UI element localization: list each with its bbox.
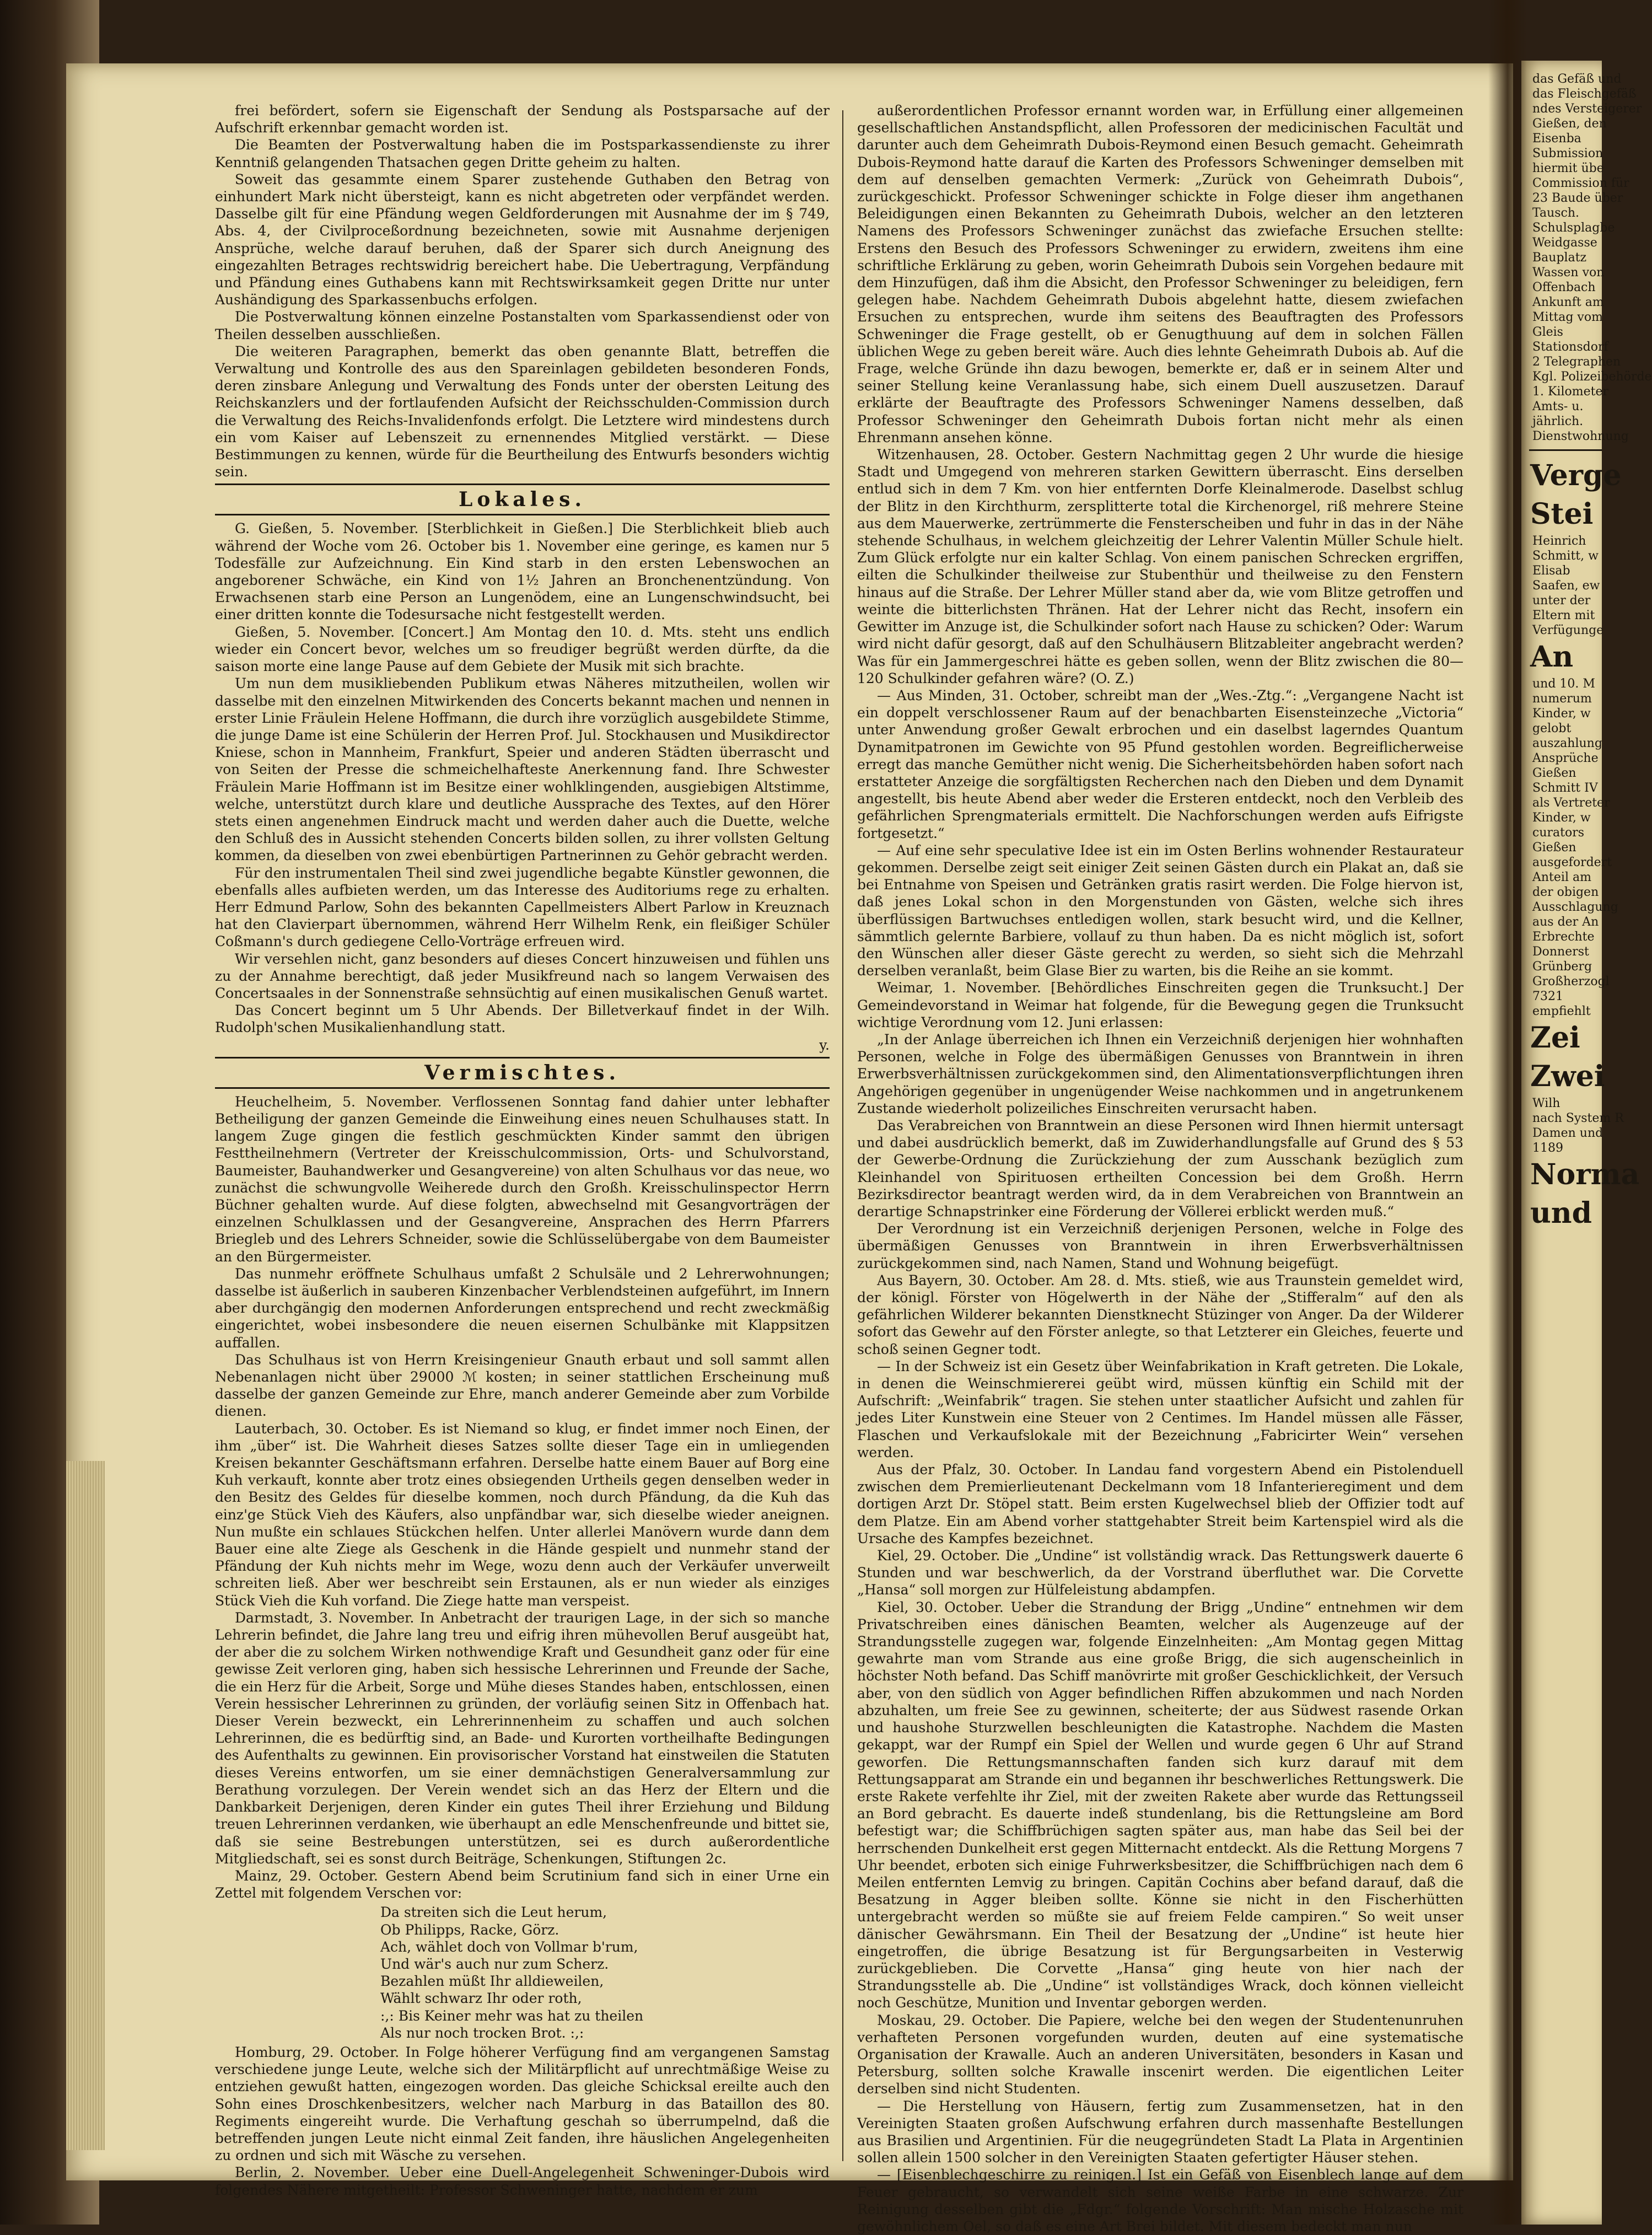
adjacent-line: Bauplatz (1532, 251, 1587, 265)
adjacent-headline: Stei (1530, 497, 1594, 531)
article-paragraph: frei befördert, sofern sie Eigenschaft der Sendung als Postsparsache auf der Aufschrift erkennbar gemacht worden ist. (215, 103, 830, 136)
article-paragraph: Berlin, 2. November. Ueber eine Duell-Angelegenheit Schweninger-Dubois wird folgendes Nähere mitgetheilt: Professor Schweninger hatte, nachdem er zum (215, 2164, 830, 2198)
adjacent-line: 2 Telegraphen (1532, 355, 1621, 369)
article-paragraph: Mainz, 29. October. Gestern Abend beim Scrutinium fand sich in einer Urne ein Zettel mit folgendem Verschen vor: (215, 1867, 830, 1901)
adjacent-line: Submission (1532, 147, 1603, 160)
adjacent-line: Weidgasse (1532, 236, 1597, 250)
article-paragraph: Kiel, 30. October. Ueber die Strandung der Brigg „Undine“ entnehmen wir dem Privatschreiben eines dänischen Beamten, welcher als Augenzeuge auf der Strandungsstelle zugegen war, folgende Einzelnheiten: „Am Montag gegen Mittag gewahrte man vom Strande aus eine große Brigg, die sich augenscheinlich in höchster Noth befand. Das Schiff manövrirte mit großer Geschicklichkeit, der Versuch aber, von den südlich von Agger befindlichen Riffen abzukommen und nach Norden abzuhalten, um freie See zu gewinnen, scheiterte; der aus Südwest rasende Orkan und haushohe Sturzwellen beschleunigten die Katastrophe. Nachdem die Masten gekappt, war der Rumpf ein Spiel der Wellen und wurde gegen 6 Uhr auf Strand geworfen. Die Rettungsmannschaften fanden sich kurz darauf mit dem Rettungsapparat am Strande ein und begannen ihr beschwerliches Rettungswerk. Die erste Rakete verfehlte ihr Ziel, mit der zweiten Rakete aber wurde das Rettungsseil an Bord gebracht. Es dauerte indeß stundenlang, bis die Rettungsleine am Bord befestigt war; die Schiffbrüchigen sagten später aus, man habe das Seil bei der herrschenden Dunkelheit erst gegen Mitternacht entdeckt. Als die Rettung Morgens 7 Uhr beendet, erboten sich einige Fuhrwerksbesitzer, die Schiffbrüchigen nach dem 6 Meilen entfernten Lemvig zu bringen. Capitän Cochins aber befand darauf, daß die Besatzung in Agger bleiben sollte. Könne sie nicht in den Fischerhütten untergebracht werden so müßte sie auf freiem Felde campiren.“ So weit unser dänischer Gewährsmann. Ein Theil der Besatzung der „Undine“ ist heute hier eingetroffen, die übrige Besatzung ist für Bergungsarbeiten in Vesterwig zurückgeblieben. Die Corvette „Hansa“ ging heute von hier nach der Strandungsstelle ab. Die „Undine“ ist vollständiges Wrack, doch können vielleicht noch Geschütze, Munition und Inventar geborgen werden. (857, 1599, 1463, 2011)
poem-line: Als nur noch trocken Brot. :,: (380, 2024, 584, 2041)
article-paragraph: „In der Anlage überreichen ich Ihnen ein Verzeichniß derjenigen hier wohnhaften Personen, welche in Folge des übermäßigen Genusses von Branntwein in ihren Erwerbsverhältnissen zurückgekommen sind, den Alimentationsverpflichtungen ihren Angehörigen gegenüber in ungenügender Weise nachkommen und in angetrunkenem Zustande wiederholt polizeiliches Einschreiten verursacht haben. (857, 1031, 1463, 1116)
article-paragraph: Lauterbach, 30. October. Es ist Niemand so klug, er findet immer noch Einen, der ihm „über“ ist. Die Wahrheit dieses Satzes sollte dieser Tage ein in umliegenden Kreisen bekannter Geschäftsmann erfahren. Derselbe hatte einem Bauer auf Borg eine Kuh verkauft, konnte aber trotz eines obsiegenden Urtheils gegen denselben weder in den Besitz des Geldes für dieselbe kommen, noch durch Pfändung, da die Kuh das einz'ge Stück Vieh des Käufers, also unpfändbar war, sich dieselbe wieder aneignen. Nun mußte ein schlaues Stückchen helfen. Unter allerlei Manövern wurde dann dem Bauer eine alte Ziege als Geschenk in die Hände gespielt und nunmehr stand der Pfändung der Kuh nichts mehr im Wege, wozu denn auch der Verkäufer unverweilt schreiten ließ. Aber wer beschreibt sein Erstaunen, als er nun wieder als einziges Stück Vieh die Kuh vorfand. Die Ziege hatte man verspeist. (215, 1420, 830, 1609)
adjacent-line: 1. Kilometer (1532, 385, 1608, 399)
adjacent-headline: Norma (1530, 1158, 1640, 1191)
page-stack-edge (66, 1461, 105, 2150)
lokales-signature: y. (819, 1036, 830, 1053)
adjacent-line: Schmitt IV (1532, 781, 1598, 795)
article-paragraph: Homburg, 29. October. In Folge höherer Verfügung find am vergangenen Samstag verschiedene junge Leute, welche sich der Militärpflicht auf unrechtmäßige Weise zu entziehen gewußt hatten, eingezogen worden. Das gleiche Schicksal ereilte auch den Sohn eines Droschkenbesitzers, welcher nach Marburg in das Bataillon des 80. Regiments eingereiht wurde. Die Verhaftung geschah so überrumpelnd, daß die betreffenden jungen Leute nicht einmal Zeit fanden, ihre häuslichen Angelegenheiten zu ordnen und sich mit Wäsche zu versehen. (215, 2044, 830, 2164)
adjacent-line: Heinrich (1532, 534, 1586, 548)
adjacent-line: Commission für (1532, 176, 1629, 190)
adjacent-line: das Fleischgefäß (1532, 87, 1637, 101)
adjacent-line: das Gefäß und (1532, 72, 1622, 86)
adjacent-line: Kgl. Polizeibehörde (1532, 370, 1652, 384)
vermischtes-heading: Vermischtes. (215, 1057, 830, 1089)
article-paragraph: — Aus Minden, 31. October, schreibt man der „Wes.-Ztg.“: „Vergangene Nacht ist ein doppelt verschlossener Raum auf der benachbarten Eisensteinzeche „Victoria“ unter Anwendung großer Gewalt erbrochen und ein daselbst lagerndes Quantum Dynamitpatronen im Gewichte von 95 Pfund gestohlen worden. Begreiflicherweise erregt das manche Gemüther nicht wenig. Die Sicherheitsbehörden haben sofort nach erstatteter Anzeige die sorgfältigsten Recherchen nach den Dieben und dem Dynamit angestellt, bis heute Abend aber weder die Ersteren entdeckt, noch den Verbleib des gefährlichen Sprengmaterials ermittelt. Die Nachforschungen werden aufs Eifrigste fortgesetzt.“ (857, 687, 1463, 841)
adjacent-line: Donnerst (1532, 945, 1589, 959)
article-paragraph: Die Beamten der Postverwaltung haben die im Postsparkassendienste zu ihrer Kenntniß gelangenden Thatsachen gegen Dritte geheim zu halten. (215, 137, 830, 170)
article-paragraph: Der Verordnung ist ein Verzeichniß derjenigen Personen, welche in Folge des übermäßigen Genusses von Branntwein in ihren Erwerbsverhältnissen zurückgekommen sind, nach Namen, Stand und Wohnung beigefügt. (857, 1221, 1463, 1271)
article-paragraph: Soweit das gesammte einem Sparer zustehende Guthaben den Betrag von einhundert Mark nicht übersteigt, kann es nicht abgetreten oder verpfändet werden. Dasselbe gilt für eine Pfändung wegen Geldforderungen mit Ausnahme der im § 749, Abs. 4, der Civilproceßordnung bezeichneten, sowie mit Ausnahme derjenigen Ansprüche, welche darauf beruhen, daß der Sparer sich durch Aneignung des eingezahlten Betrages rechtswidrig bereichert habe. Die Uebertragung, Verpfändung und Pfändung eines Guthabens kann mit Rechtswirksamkeit gegen Dritte nur unter Aushändigung des Sparkassenbuchs erfolgen. (215, 171, 830, 308)
adjacent-headline: und (1530, 1196, 1592, 1230)
article-paragraph: — Auf eine sehr speculative Idee ist ein im Osten Berlins wohnender Restaurateur gekommen. Derselbe zeigt seit einiger Zeit seinen Gästen durch ein Plakat an, daß sie bei Entnahme von Speisen und Getränken gratis rasirt werden. Die Folge hiervon ist, daß jenes Lokal schon in den Morgenstunden von Gästen, welche sich ihres überflüssigen Bartwuchses entledigen wollen, stark besucht wird, und die Kellner, sämmtlich gelernte Barbiere, vollauf zu thun haben. Da es nicht möglich ist, sofort den Wünschen aller dieser Gäste gerecht zu werden, so sieht sich die Mehrzahl derselben veranlaßt, beim Glase Bier zu warten, bis die Reihe an sie kommt. (857, 842, 1463, 979)
adjacent-line: Grünberg (1532, 960, 1592, 974)
lokales-section (215, 520, 830, 1036)
adjacent-page-fragment (1521, 61, 1652, 2225)
adjacent-line: ausgefordert (1532, 856, 1612, 869)
right-column (857, 102, 1463, 2235)
right-column-articles (857, 102, 1463, 2235)
adjacent-line: Offenbach (1532, 281, 1596, 294)
adjacent-line: Tausch. (1532, 206, 1580, 220)
adjacent-line: Verfügunge (1532, 624, 1604, 637)
adjacent-line: Kinder, w (1532, 811, 1591, 825)
adjacent-line: Gleis (1532, 325, 1563, 339)
article-paragraph: Um nun dem musikliebenden Publikum etwas Näheres mitzutheilen, wollen wir dasselbe mit den einzelnen Mitwirkenden des Concerts bekannt machen und nennen in erster Linie Fräulein Helene Hoffmann, die durch ihre vorzüglich ausgebildete Stimme, die junge Dame ist eine Schülerin der Herren Prof. Jul. Stockhausen und Musikdirector Kniese, schon in Mannheim, Frankfurt, Speier und anderen Städten überrascht und von Seiten der Presse die schmeichelhafteste Anerkennung fand. Ihre Schwester Fräulein Marie Hoffmann ist im Besitze einer wohlklingenden, ausgiebigen Altstimme, welche, unterstützt durch klare und deutliche Aussprache des Textes, auf den Hörer stets einen angenehmen Eindruck macht und werden daher auch die Duette, welche den Schluß des in Aussicht stehenden Concerts bilden sollen, zu ihrer vollsten Geltung kommen, da dieselben von zwei ebenbürtigen Partnerinnen zu Gehör gebracht werden. (215, 675, 830, 864)
adjacent-line: empfiehlt (1532, 1004, 1591, 1018)
adjacent-line: auszahlung (1532, 737, 1602, 750)
adjacent-line: Schulsplagbe (1532, 221, 1615, 235)
article-paragraph: Witzenhausen, 28. October. Gestern Nachmittag gegen 2 Uhr wurde die hiesige Stadt und Umgegend von mehreren starken Gewittern überrascht. Eins derselben entlud sich in dem 7 Km. von hier entfernten Dorfe Kleinalmerode. Daselbst schlug der Blitz in den Kirchthurm, zersplitterte total die Kirchenorgel, riß mehrere Steine aus dem Mauerwerke, zertrümmerte die Fensterscheiben und fuhr in das in der Nähe stehende Schulhaus, in welchem gleichzeitig der Lehrer Valentin Müller Schule hielt. Zum Glück erfolgte nur ein kalter Schlag. Von einem panischen Schrecken ergriffen, eilten die Schulkinder theilweise zur Stubenthür und theilweise zu den Fenstern hinaus auf die Straße. Der Lehrer Müller stand aber da, wie vom Blitze getroffen und weinte die bitterlichsten Thränen. Hat der Lehrer nicht das Recht, insofern ein Gewitter im Anzuge ist, die Schulkinder sofort nach Hause zu schicken? Oder: Warum wird nicht dafür gesorgt, daß auf den Schulhäusern Blitzableiter angebracht werden? Was für ein Jammergeschrei hätte es geben sollen, wenn der Blitz zwischen die 80—120 Schulkinder gefahren wäre? (O. Z.) (857, 447, 1463, 686)
poem-line: Ach, wählet doch von Vollmar b'rum, (380, 1938, 638, 1955)
adjacent-line: Gießen, den (1532, 117, 1607, 131)
adjacent-line: 23 Baude über (1532, 191, 1623, 205)
article-paragraph: Gießen, 5. November. [Concert.] Am Montag den 10. d. Mts. steht uns endlich wieder ein Concert bevor, welches um so freudiger begrüßt werden dürfte, da die saison morte eine lange Pause auf dem Gebiete der Musik mit sich brachte. (215, 624, 830, 675)
article-paragraph: Das Verabreichen von Branntwein an diese Personen wird Ihnen hiermit untersagt und dabei ausdrücklich bemerkt, daß im Zuwiderhandlungsfalle auf Grund des § 53 der Gewerbe-Ordnung die Zurückziehung der zum Ausschank bezüglich zum Kleinhandel von Spirituosen ertheilten Concession bei dem Großh. Herrn Bezirksdirector beantragt werden wird, da in dem Verabreichen von Branntwein an derartige Schnapstrinker eine Förderung der Völlerei erblickt werden muß.“ (857, 1117, 1463, 1219)
adjacent-line: Saafen, ew (1532, 579, 1600, 593)
adjacent-line: Kinder, w (1532, 707, 1591, 721)
article-paragraph: außerordentlichen Professor ernannt worden war, in Erfüllung einer allgemeinen gesellschaftlichen Anstandspflicht, allen Professoren der medicinischen Facultät und darunter auch dem Geheimrath Dubois-Reymond einen Besuch gemacht. Geheimrath Dubois-Reymond hatte darauf die Karten des Professors Schweninger demselben mit dem auf denselben gemachten Vermerk: „Zurück von Geheimrath Dubois“, zurückgeschickt. Professor Schweninger schickte in Folge dieser ihm angethanen Beleidigungen einen Bekannten zu Geheimrath Dubois, welcher an den letzteren Namens des Professors Schweninger zunächst das zwiefache Ersuchen stellte: Erstens den Besuch des Professors Schweninger zu erwidern, zweitens ihm eine schriftliche Erklärung zu geben, worin Geheimrath Dubois sein Vorgehen bedaure mit dem Hinzufügen, daß ihm die Absicht, den Professor Schweninger zu beleidigen, fern gelegen habe. Nachdem Geheimrath Dubois abgelehnt hatte, diesem zwiefachen Ersuchen zu entsprechen, wurde ihm seitens des Beauftragten des Professors Schweninger die Frage gestellt, ob er Genugthuung auf dem in solchen Fällen üblichen Wege zu geben bereit wäre. Auch dies lehnte Geheimrath Dubois ab. Auf die Frage, welche Gründe ihn dazu bewogen, bemerkte er, daß er in seinem Alter und seiner Stellung keine Veranlassung habe, sich einem Duell auszusetzen. Darauf erklärte der Beauftragte des Professors Schweninger Namens desselben, daß Professor Schweninger den Geheimrath Dubois fortan nicht mehr als einen Ehrenmann ansehen könne. (857, 103, 1463, 445)
adjacent-line: Mittag vom (1532, 310, 1603, 324)
poem-line: Da streiten sich die Leut herum, (380, 1904, 607, 1921)
adjacent-line: aus der An (1532, 915, 1599, 929)
article-paragraph: Aus Bayern, 30. October. Am 28. d. Mts. stieß, wie aus Traunstein gemeldet wird, der königl. Förster von Högelwerth in der Nähe der „Stifferalm“ auf den als gefährlichen Wilderer bekannten Dienstknecht Stüzinger von Anger. Da der Wilderer sofort das Gewehr auf den Förster anlegte, so that Letzterer ein Gleiches, feuerte und schoß seinen Gegner todt. (857, 1272, 1463, 1357)
adjacent-line: Stationsdorf (1532, 340, 1608, 354)
adjacent-headline: Zei (1530, 1021, 1580, 1055)
adjacent-line: Gießen (1532, 841, 1576, 855)
adjacent-line: Eltern mit (1532, 609, 1595, 622)
adjacent-line: hiermit übe (1532, 162, 1604, 175)
article-paragraph: Die Postverwaltung können einzelne Postanstalten vom Sparkassendienst oder von Theilen desselben ausschließen. (215, 309, 830, 342)
ballot-poem (380, 1904, 830, 2041)
adjacent-line: Ausschlagung (1532, 900, 1618, 914)
article-paragraph: — Die Herstellung von Häusern, fertig zum Zusammensetzen, hat in den Vereinigten Staaten großen Aufschwung erfahren durch massenhafte Bestellungen aus Brasilien und Argentinien. Für die neugegründeten Stadt La Plata in Argentinien sollen allein 1500 solcher in den Vereinigten Staaten gefertigter Häuser stehen. (857, 2098, 1463, 2166)
left-column (215, 102, 830, 2199)
article-paragraph: — In der Schweiz ist ein Gesetz über Weinfabrikation in Kraft getreten. Die Lokale, in denen die Weinschmiererei geübt wird, müssen künftig ein Schild mit der Aufschrift: „Weinfabrik“ tragen. Sie stehen unter staatlicher Aufsicht und zahlen für jedes Liter Kunstwein eine Steuer von 2 Centimes. Im Handel müssen alle Fässer, Flaschen und Verkaufslokale mit der Bezeichnung „Fabricirter Wein“ versehen werden. (857, 1358, 1463, 1460)
adjacent-line: gelobt (1532, 722, 1572, 735)
adjacent-line: Amts- u. (1532, 400, 1584, 413)
article-paragraph: Kiel, 29. October. Die „Undine“ ist vollständig wrack. Das Rettungswerk dauerte 6 Stunden und war beschwerlich, da der Vorstrand überfluthet war. Die Corvette „Hansa“ soll morgen zur Hülfeleistung abdampfen. (857, 1548, 1463, 1598)
adjacent-line: Eisenba (1532, 132, 1581, 146)
adjacent-line: 7321 (1532, 990, 1563, 1003)
adjacent-line: Dienstwohnung (1532, 429, 1629, 443)
adjacent-line: und 10. M (1532, 677, 1595, 691)
adjacent-line: Ankunft am (1532, 296, 1604, 309)
article-paragraph: Aus der Pfalz, 30. October. In Landau fand vorgestern Abend ein Pistolenduell zwischen dem Premierlieutenant Deckelmann vom 18 Infanterieregiment und dem dortigen Arzt Dr. Stöpel statt. Beim ersten Kugelwechsel blieb der Offizier todt auf dem Platze. Ein am Abend vorher stattgehabter Streit beim Kartenspiel wird als die Ursache des Kampfes bezeichnet. (857, 1462, 1463, 1546)
adjacent-line: als Vertreter (1532, 796, 1610, 810)
article-paragraph: Heuchelheim, 5. November. Verflossenen Sonntag fand dahier unter lebhafter Betheiligung der ganzen Gemeinde die Einweihung eines neuen Schulhauses statt. In langem Zuge gingen die festlich geschmückten Kinder sammt den übrigen Festtheilnehmern (Vertreter der Kreisschulcommission, Orts- und Schulvorstand, Baumeister, Bauhandwerker und Gesangvereine) von alten Schulhaus vor das neue, wo zunächst die schwungvolle Weiherede durch den Großh. Kreisschulinspector Herrn Büchner gehalten wurde. Auf diese folgten, abwechselnd mit Gesangvorträgen der einzelnen Schulklassen und der Gesangvereine, Ansprachen des Herrn Pfarrers Briegleb und des Lehrers Schneider, sowie die Schlüsselübergabe von dem Baumeister an den Bürgermeister. (215, 1093, 830, 1265)
article-paragraph: Darmstadt, 3. November. In Anbetracht der traurigen Lage, in der sich so manche Lehrerin befindet, die Jahre lang treu und eifrig ihren mühevollen Beruf ausgeübt hat, der aber die zu solchem Wirken nothwendige Kraft und Gesundheit ganz oder für eine gewisse Zeit verloren ging, haben sich hessische Lehrerinnen und Freunde der Sache, die ein Herz für die Arbeit, Sorge und Mühe dieses Standes haben, entschlossen, einen Verein hessischer Lehrerinnen zu gründen, der vorläufig seinen Sitz in Offenbach hat. Dieser Verein bezweckt, ein Lehrerinnenheim zu schaffen und auch solchen Lehrerinnen, die es bedürftig sind, an Bade- und Kurorten vortheilhafte Bedingungen des Aufenthalts zu gewinnen. Ein provisorischer Vorstand hat einstweilen die Statuten dieses Vereins entworfen, um sie einer demnächstigen Generalversammlung zur Berathung vorzulegen. Der Verein wendet sich an das Herz der Eltern und die Dankbarkeit Derjenigen, deren Kinder ein gutes Theil ihrer Erziehung und Bildung treuen Lehrerinnen verdanken, wie überhaupt an edle Menschenfreunde und bittet sie, daß sie seine Bestrebungen unterstützen, sei es durch außerordentliche Mitgliedschaft, sei es sonst durch Beiträge, Schenkungen, Stiftungen 2c. (215, 1609, 830, 1867)
vermischtes-section (215, 1093, 830, 1902)
adjacent-line: Anteil am (1532, 871, 1591, 884)
article-paragraph: Das nunmehr eröffnete Schulhaus umfaßt 2 Schulsäle und 2 Lehrerwohnungen; dasselbe ist äußerlich in sauberen Kinzenbacher Verblendsteinen aufgeführt, im Innern aber durchgängig den modernen Anforderungen entsprechend und recht zweckmäßig eingerichtet, wobei insbesondere die neuen eisernen Schulbänke mit Klappsitzen auffallen. (215, 1265, 830, 1351)
adjacent-line: Wassen von (1532, 266, 1605, 280)
article-paragraph: — [Eisenblechgeschirre zu reinigen.] Ist ein Gefäß von Eisenblech lange auf dem Feuer gebraucht, so verwandelt sich seine weiße Farbe in eine schwarze. Zur Reinigung desselben gibt die „Fdgr.“ folgende Vorschrift: Man mische Holzasche mit gewöhnlichem Oel, so daß es eine Art Brei bildet. Mit diesem bedeckt man nun (857, 2167, 1463, 2234)
adjacent-line: Schmitt, w (1532, 549, 1599, 563)
adjacent-line: Elisab (1532, 564, 1570, 578)
adjacent-headline: An (1530, 640, 1574, 674)
adjacent-headline: Verge (1530, 459, 1622, 492)
article-paragraph: Moskau, 29. October. Die Papiere, welche bei den wegen der Studentenunruhen verhafteten Personen vorgefunden wurden, deuten auf eine systematische Organisation der Krawalle. Auch an anderen Universitäten, besonders in Kasan und Petersburg, sollten solche Krawalle inscenirt werden. Die eigentlichen Leiter derselben sind nicht Studenten. (857, 2012, 1463, 2097)
adjacent-line: nach System R (1532, 1111, 1624, 1125)
poem-line: Ob Philipps, Racke, Görz. (380, 1921, 559, 1938)
adjacent-line: numerum (1532, 692, 1592, 706)
adjacent-line: unter der (1532, 594, 1591, 608)
adjacent-line: curators (1532, 826, 1585, 840)
adjacent-line: ndes Versteigerer (1532, 102, 1642, 116)
adjacent-line: Damen und (1532, 1126, 1603, 1140)
adjacent-line: Ansprüche (1532, 751, 1599, 765)
adjacent-headline: Zwei (1530, 1060, 1605, 1093)
article-paragraph: G. Gießen, 5. November. [Sterblichkeit in Gießen.] Die Sterblichkeit blieb auch während der Woche vom 26. October bis 1. November eine geringe, es kamen nur 5 Todesfälle zur Aufzeichnung. Ein Kind starb in den ersten Lebenswochen an angeborener Schwäche, ein Kind von 1½ Jahren an Bronchenentzündung. Von Erwachsenen starb eine Person an Lungenödem, eine an Lungenschwindsucht, bei einer dritten konnte die Todesursache nicht festgestellt werden. (215, 520, 830, 623)
article-paragraph: Weimar, 1. November. [Behördliches Einschreiten gegen die Trunksucht.] Der Gemeindevorstand in Weimar hat folgende, für die Bewegung gegen die Trunksucht wichtige Verordnung vom 12. Juni erlassen: (857, 980, 1463, 1030)
adjacent-line: Gießen (1532, 766, 1576, 780)
postal-savings-article (215, 102, 830, 480)
adjacent-rule (1529, 449, 1602, 451)
article-paragraph: Das Schulhaus ist von Herrn Kreisingenieur Gnauth erbaut und soll sammt allen Nebenanlagen nicht über 29000 ℳ kosten; in seiner stattlichen Erscheinung muß dasselbe der ganzen Gemeinde zur Ehre, manch anderer Gemeinde aber zum Vorbilde dienen. (215, 1351, 830, 1420)
article-paragraph: Das Concert beginnt um 5 Uhr Abends. Der Billetverkauf findet in der Wilh. Rudolph'schen Musikalienhandlung statt. (215, 1002, 830, 1036)
adjacent-line: der obigen (1532, 885, 1599, 899)
poem-line: Bezahlen müßt Ihr alldieweilen, (380, 1973, 604, 1990)
book-gutter (1488, 0, 1527, 2225)
adjacent-line: Großherzogl (1532, 975, 1610, 988)
article-paragraph: Wir versehlen nicht, ganz besonders auf dieses Concert hinzuweisen und fühlen uns zu der Annahme berechtigt, daß jeder Musikfreund nach so langem Verwaisen des Concertsaales in der Sonnenstraße sehnsüchtig auf einen musikalischen Genuß wartet. (215, 950, 830, 1001)
poem-line: Wählt schwarz Ihr oder roth, (380, 1990, 582, 2007)
adjacent-line: 1189 (1532, 1141, 1563, 1155)
article-paragraph: Die weiteren Paragraphen, bemerkt das oben genannte Blatt, betreffen die Verwaltung und Kontrolle des aus den Spareinlagen gebildeten besonderen Fonds, deren zinsbare Anlegung und Verwaltung des Fonds unter der obersten Leitung des Reichskanzlers und der fortlaufenden Aufsicht der Reichsschulden-Commission durch die Verwaltung des Reichs-Invalidenfonds erfolgt. Die Letztere wird mindestens durch ein vom Kaiser auf Lebenszeit zu ernennendes Mitglied verstärkt. — Diese Bestimmungen zu kennen, würde für die Beurtheilung des Entwurfs besonders wichtig sein. (215, 343, 830, 480)
column-rule (842, 110, 843, 2161)
lokales-heading: Lokales. (215, 483, 830, 515)
article-paragraph: Für den instrumentalen Theil sind zwei jugendliche begabte Künstler gewonnen, die ebenfalls alles aufbieten werden, um das Interesse des Auditoriums rege zu erhalten. Herr Edmund Parlow, Sohn des bekannten Capellmeisters Albert Parlow in Kreuznach hat den Clavierpart übernommen, während Herr Wilhelm Renk, ein fleißiger Schüler Coßmann's durch gediegene Cello-Vorträge erfreuen wird. (215, 864, 830, 950)
adjacent-line: jährlich. (1532, 415, 1584, 428)
adjacent-line: Erbrechte (1532, 930, 1595, 944)
poem-line: :,: Bis Keiner mehr was hat zu theilen (380, 2007, 644, 2024)
adjacent-line: Wilh (1532, 1097, 1560, 1110)
poem-line: Und wär's auch nur zum Scherz. (380, 1955, 609, 1972)
vermischtes-closing (215, 2044, 830, 2199)
